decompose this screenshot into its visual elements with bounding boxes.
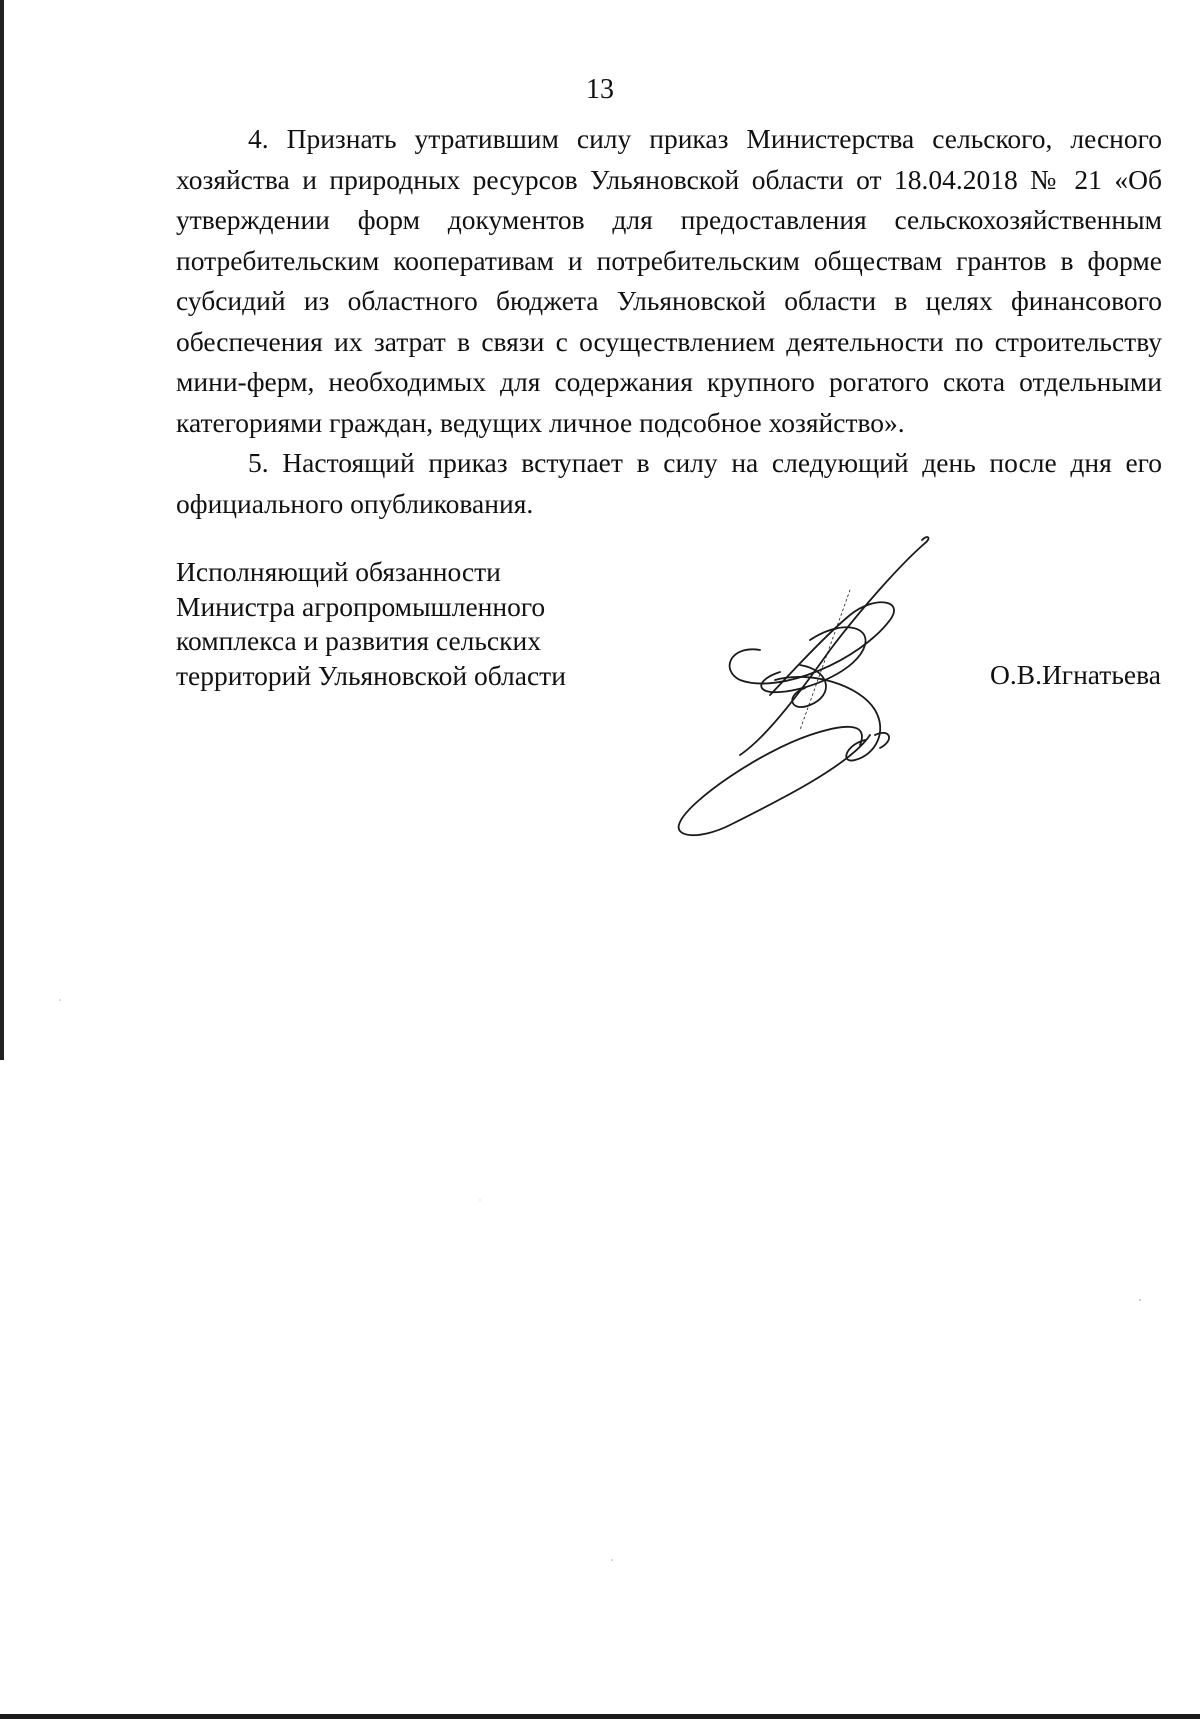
signatory-position-line: территорий Ульяновской области xyxy=(176,659,566,691)
handwritten-signature xyxy=(660,520,960,840)
scan-left-edge xyxy=(0,0,4,1060)
signatory-position-line: комплекса и развития сельских xyxy=(176,625,541,656)
signatory-position-line: Министра агропромышленного xyxy=(176,590,546,622)
signatory-position xyxy=(176,555,566,693)
paragraph-4: 4. Признать утратившим силу приказ Министерства сельского, лесного хозяйства и природных ресурсов Ульяновской области от 18.04.2018 № 21 «Об утверждении форм документов для предоставления сельскохозяйственным потребительским кооперативам и потребительским обществам грантов в форме субсидий из областного бюджета Ульяновской области в целях финансового обеспечения их затрат в связи с осуществлением деятельности по строительству мини-ферм, необходимых для содержания крупного рогатого скота отдельными категориями граждан, ведущих личное подсобное хозяйство». xyxy=(176,123,1162,438)
document-body xyxy=(176,119,1162,524)
paragraph-5: 5. Настоящий приказ вступает в силу на следующий день после дня его официального опубликования. xyxy=(176,447,1162,519)
scan-bottom-edge xyxy=(0,1714,1200,1719)
signatory-position-line: Исполняющий обязанности xyxy=(176,556,501,587)
signer-name: О.В.Игнатьева xyxy=(990,659,1161,690)
page-number: 13 xyxy=(586,74,614,105)
